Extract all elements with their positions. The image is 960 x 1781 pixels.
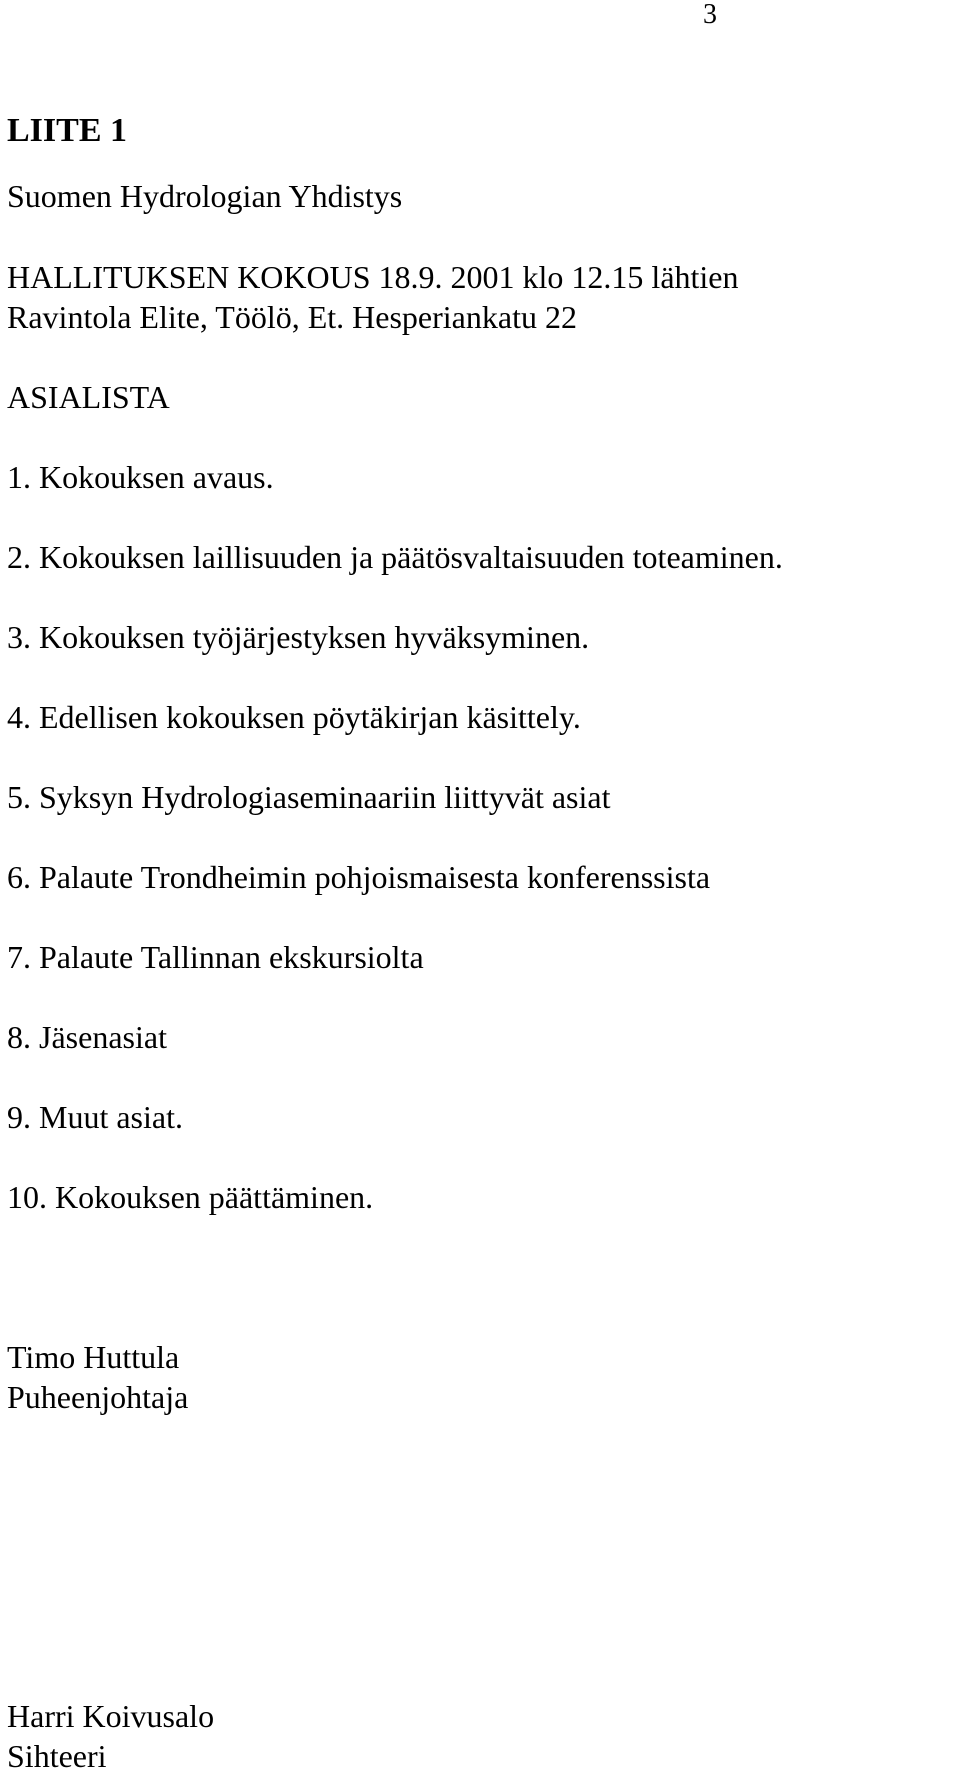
- agenda-item: 4. Edellisen kokouksen pöytäkirjan käsittely.: [7, 699, 581, 735]
- agenda-item: 7. Palaute Tallinnan ekskursiolta: [7, 939, 424, 975]
- venue-line: Ravintola Elite, Töölö, Et. Hesperiankatu 22: [7, 299, 577, 335]
- meeting-line: HALLITUKSEN KOKOUS 18.9. 2001 klo 12.15 lähtien: [7, 259, 739, 295]
- agenda-item: 10. Kokouksen päättäminen.: [7, 1179, 374, 1215]
- signatory-name: Harri Koivusalo: [7, 1698, 215, 1734]
- agenda-item: 5. Syksyn Hydrologiaseminaariin liittyvät asiat: [7, 779, 611, 815]
- organization-name: Suomen Hydrologian Yhdistys: [7, 178, 403, 214]
- document-title: LIITE 1: [7, 112, 127, 149]
- signatory-name: Timo Huttula: [7, 1339, 180, 1375]
- agenda-item: 6. Palaute Trondheimin pohjoismaisesta konferenssista: [7, 859, 711, 895]
- agenda-item: 1. Kokouksen avaus.: [7, 459, 274, 495]
- agenda-item: 9. Muut asiat.: [7, 1099, 183, 1135]
- agenda-item: 8. Jäsenasiat: [7, 1019, 167, 1055]
- agenda-item: 2. Kokouksen laillisuuden ja päätösvaltaisuuden toteaminen.: [7, 539, 783, 575]
- signatory-role: Puheenjohtaja: [7, 1379, 189, 1415]
- page-number: 3: [703, 0, 717, 30]
- agenda-heading: ASIALISTA: [7, 379, 170, 415]
- agenda-item: 3. Kokouksen työjärjestyksen hyväksyminen.: [7, 619, 590, 655]
- signatory-role: Sihteeri: [7, 1738, 107, 1774]
